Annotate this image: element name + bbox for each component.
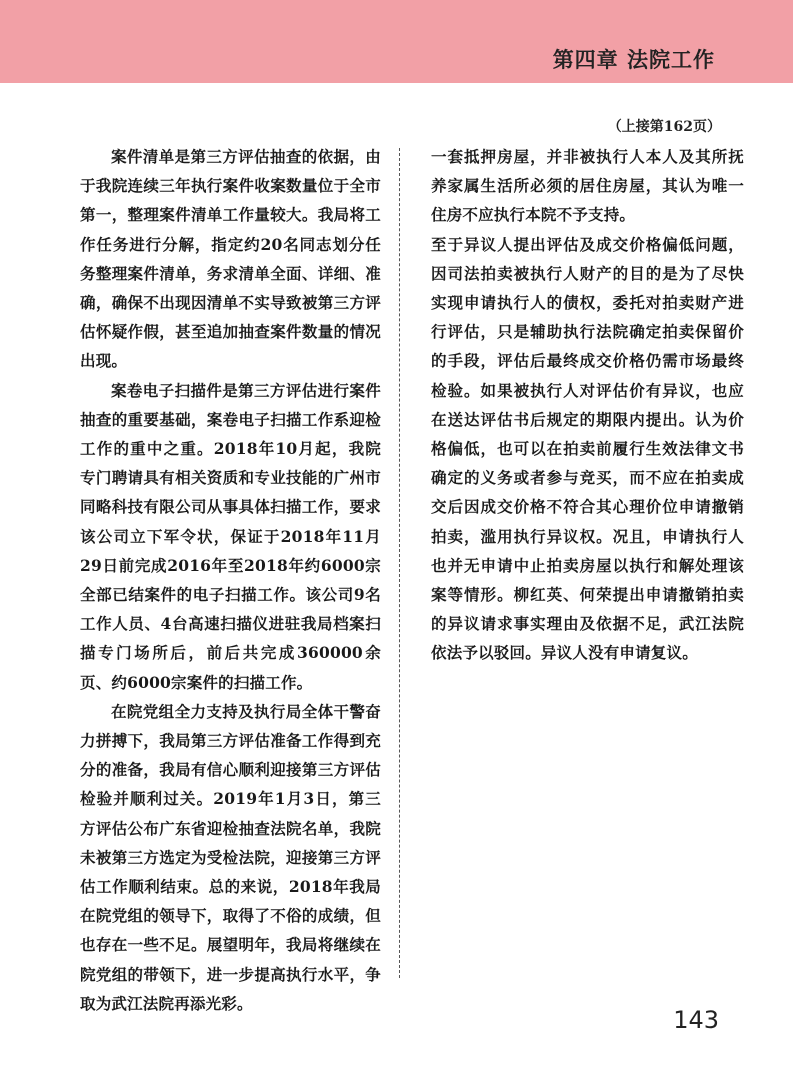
paragraph: 一套抵押房屋，并非被执行人本人及其所抚养家属生活所必须的居住房屋，其认为唯一住房不应执行本院不予支持。 [431,147,744,225]
column-divider [399,148,400,978]
paragraph: 案件清单是第三方评估抽查的依据，由于我院连续三年执行案件收案数量位于全市第一，整理案件清单工作量较大。我局将工作任务进行分解，指定约20名同志划分任务整理案件清单，务求清单全面、详细、准确，确保不出现因清单不实导致被第三方评估怀疑作假，甚至追加抽查案件数量的情况出现。 [80,147,381,371]
paragraph: 案卷电子扫描件是第三方评估进行案件抽查的重要基础，案卷电子扫描工作系迎检工作的重中之重。2018年10月起，我院专门聘请具有相关资质和专业技能的广州市同略科技有限公司从事具体扫描工作，要求该公司立下军令状，保证于2018年11月29日前完成2016年至2018年约6000宗全部已结案件的电子扫描工作。该公司9名工作人员、4台高速扫描仪进驻我局档案扫描专门场所后，前后共完成360000余页、约6000宗案件的扫描工作。 [80,380,381,692]
continued-note: （上接第162页） [607,119,721,135]
paragraph: 至于异议人提出评估及成交价格偏低问题，因司法拍卖被执行人财产的目的是为了尽快实现申请执行人的债权，委托对拍卖财产进行评估，只是辅助执行法院确定拍卖保留价的手段，评估后最终成交价格仍需市场最终检验。如果被执行人对评估价有异议，也应在送达评估书后规定的期限内提出。认为价格偏低，也可以在拍卖前履行生效法律文书确定的义务或者参与竞买，而不应在拍卖成交后因成交价格不符合其心理价位申请撤销拍卖，滥用执行异议权。况且，申请执行人也并无申请中止拍卖房屋以执行和解处理该案等情形。柳红英、何荣提出申请撤销拍卖的异议请求事实理由及依据不足，武江法院依法予以驳回。异议人没有申请复议。 [431,234,744,663]
left-column [80,142,381,1018]
page-number: 143 [673,1006,719,1034]
paragraph: 在院党组全力支持及执行局全体干警奋力拼搏下，我局第三方评估准备工作得到充分的准备，我局有信心顺利迎接第三方评估检验并顺利过关。2019年1月3日，第三方评估公布广东省迎检抽查法院名单，我院未被第三方选定为受检法院，迎接第三方评估工作顺利结束。总的来说，2018年我局在院党组的领导下，取得了不俗的成绩，但也存在一些不足。展望明年，我局将继续在院党组的带领下，进一步提高执行水平，争取为武江法院再添光彩。 [80,701,381,1013]
right-column [431,142,744,668]
chapter-title: 第四章 法院工作 [552,48,715,72]
